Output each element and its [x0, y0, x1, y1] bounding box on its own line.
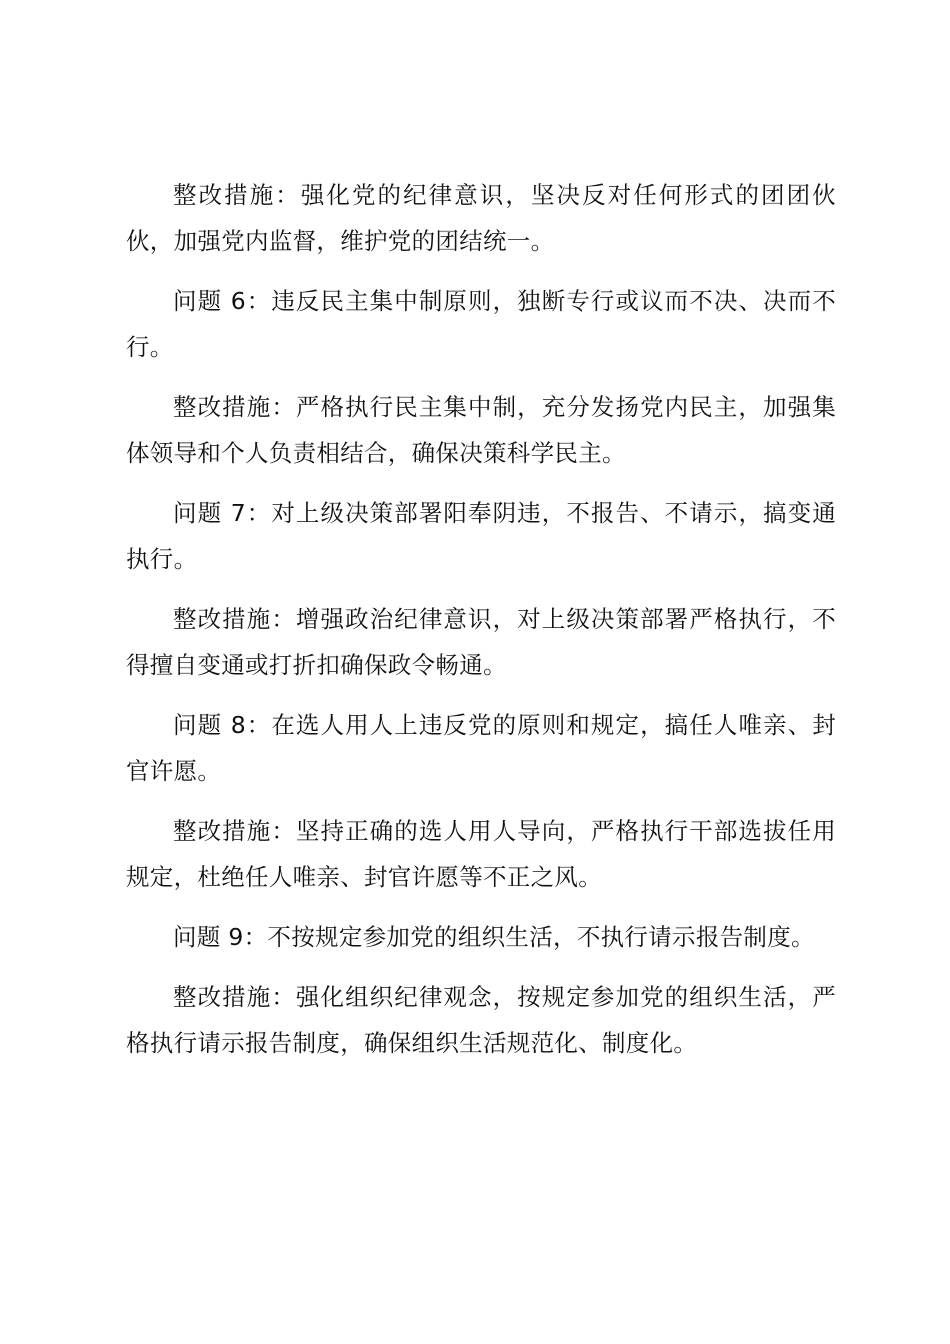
- paragraph-issue-7: 问题 7：对上级决策部署阳奉阴违，不报告、不请示，搞变通执行。: [126, 499, 836, 573]
- paragraph-measure-9: 整改措施：强化组织纪律观念，按规定参加党的组织生活，严格执行请示报告制度，确保组织生活规范化、制度化。: [126, 983, 836, 1057]
- paragraph-issue-8: 问题 8：在选人用人上违反党的原则和规定，搞任人唯亲、封官许愿。: [126, 711, 836, 785]
- document-body: [126, 172, 836, 1080]
- paragraph-measure-8: 整改措施：坚持正确的选人用人导向，严格执行干部选拔任用规定，杜绝任人唯亲、封官许愿等不正之风。: [126, 817, 836, 891]
- paragraph-measure-7: 整改措施：增强政治纪律意识，对上级决策部署严格执行，不得擅自变通或打折扣确保政令畅通。: [126, 605, 836, 679]
- paragraph-measure-1: 整改措施：强化党的纪律意识，坚决反对任何形式的团团伙伙，加强党内监督，维护党的团结统一。: [126, 181, 836, 255]
- paragraph-issue-9: 问题 9：不按规定参加党的组织生活，不执行请示报告制度。: [173, 923, 815, 951]
- paragraph-issue-6: 问题 6：违反民主集中制原则，独断专行或议而不决、决而不行。: [126, 287, 836, 361]
- paragraph-measure-6: 整改措施：严格执行民主集中制，充分发扬党内民主，加强集体领导和个人负责相结合，确保决策科学民主。: [126, 393, 836, 467]
